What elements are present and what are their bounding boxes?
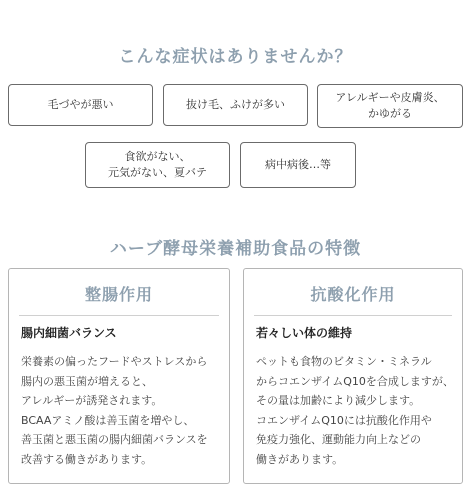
feature-card-intestinal	[8, 268, 230, 484]
features-heading: ハーブ酵母栄養補助食品の特徴	[109, 239, 362, 259]
card-body-line: 免疫力強化、運動能力向上などの	[256, 433, 421, 446]
symptom-text: 元気がない、夏バテ	[108, 166, 207, 179]
card-body-line: 善玉菌と悪玉菌の腸内細菌バランスを	[21, 433, 208, 446]
symptom-text: かゆがる	[367, 107, 412, 120]
symptom-box-recovery	[240, 142, 356, 188]
symptom-text: 食欲がない、	[124, 150, 191, 163]
symptom-box-dull-coat	[8, 84, 153, 126]
card-title: 抗酸化作用	[310, 285, 396, 304]
card-divider	[19, 315, 219, 316]
card-subtitle: 若々しい体の維持	[256, 326, 353, 340]
feature-card-antioxidant	[243, 268, 463, 484]
card-body-line: 栄養素の偏ったフードやストレスから	[21, 355, 208, 368]
symptom-text: 抜け毛、ふけが多い	[186, 98, 285, 111]
card-body-line: からコエンザイムQ10を合成しますが、	[256, 374, 454, 388]
symptom-text: アレルギーや皮膚炎、	[335, 91, 445, 104]
card-body-line: コエンザイムQ10には抗酸化作用や	[256, 413, 432, 427]
card-body-line: その量は加齢により減少します。	[256, 394, 421, 407]
card-body-line: 働きがあります。	[256, 452, 344, 466]
card-body	[256, 352, 462, 469]
card-subtitle: 腸内細菌バランス	[21, 326, 117, 340]
card-body-line: アレルギーが誘発されます。	[21, 394, 163, 407]
card-body-line: ペットも食物のビタミン・ミネラル	[256, 355, 432, 368]
symptom-text: 病中病後…等	[265, 158, 331, 171]
card-divider	[254, 315, 452, 316]
symptom-box-allergy	[317, 84, 463, 128]
card-body-line: 改善する働きがあります。	[21, 452, 153, 466]
symptom-box-appetite	[85, 142, 230, 188]
card-body-line: BCAAアミノ酸は善玉菌を増やし、	[21, 413, 195, 427]
symptom-text: 毛づやが悪い	[47, 98, 114, 111]
card-title: 整腸作用	[84, 285, 153, 304]
card-body	[21, 352, 229, 469]
symptoms-heading: こんな症状はありませんか？	[118, 47, 353, 67]
symptom-box-hair-loss	[163, 84, 308, 126]
card-body-line: 腸内の悪玉菌が増えると、	[21, 374, 153, 388]
